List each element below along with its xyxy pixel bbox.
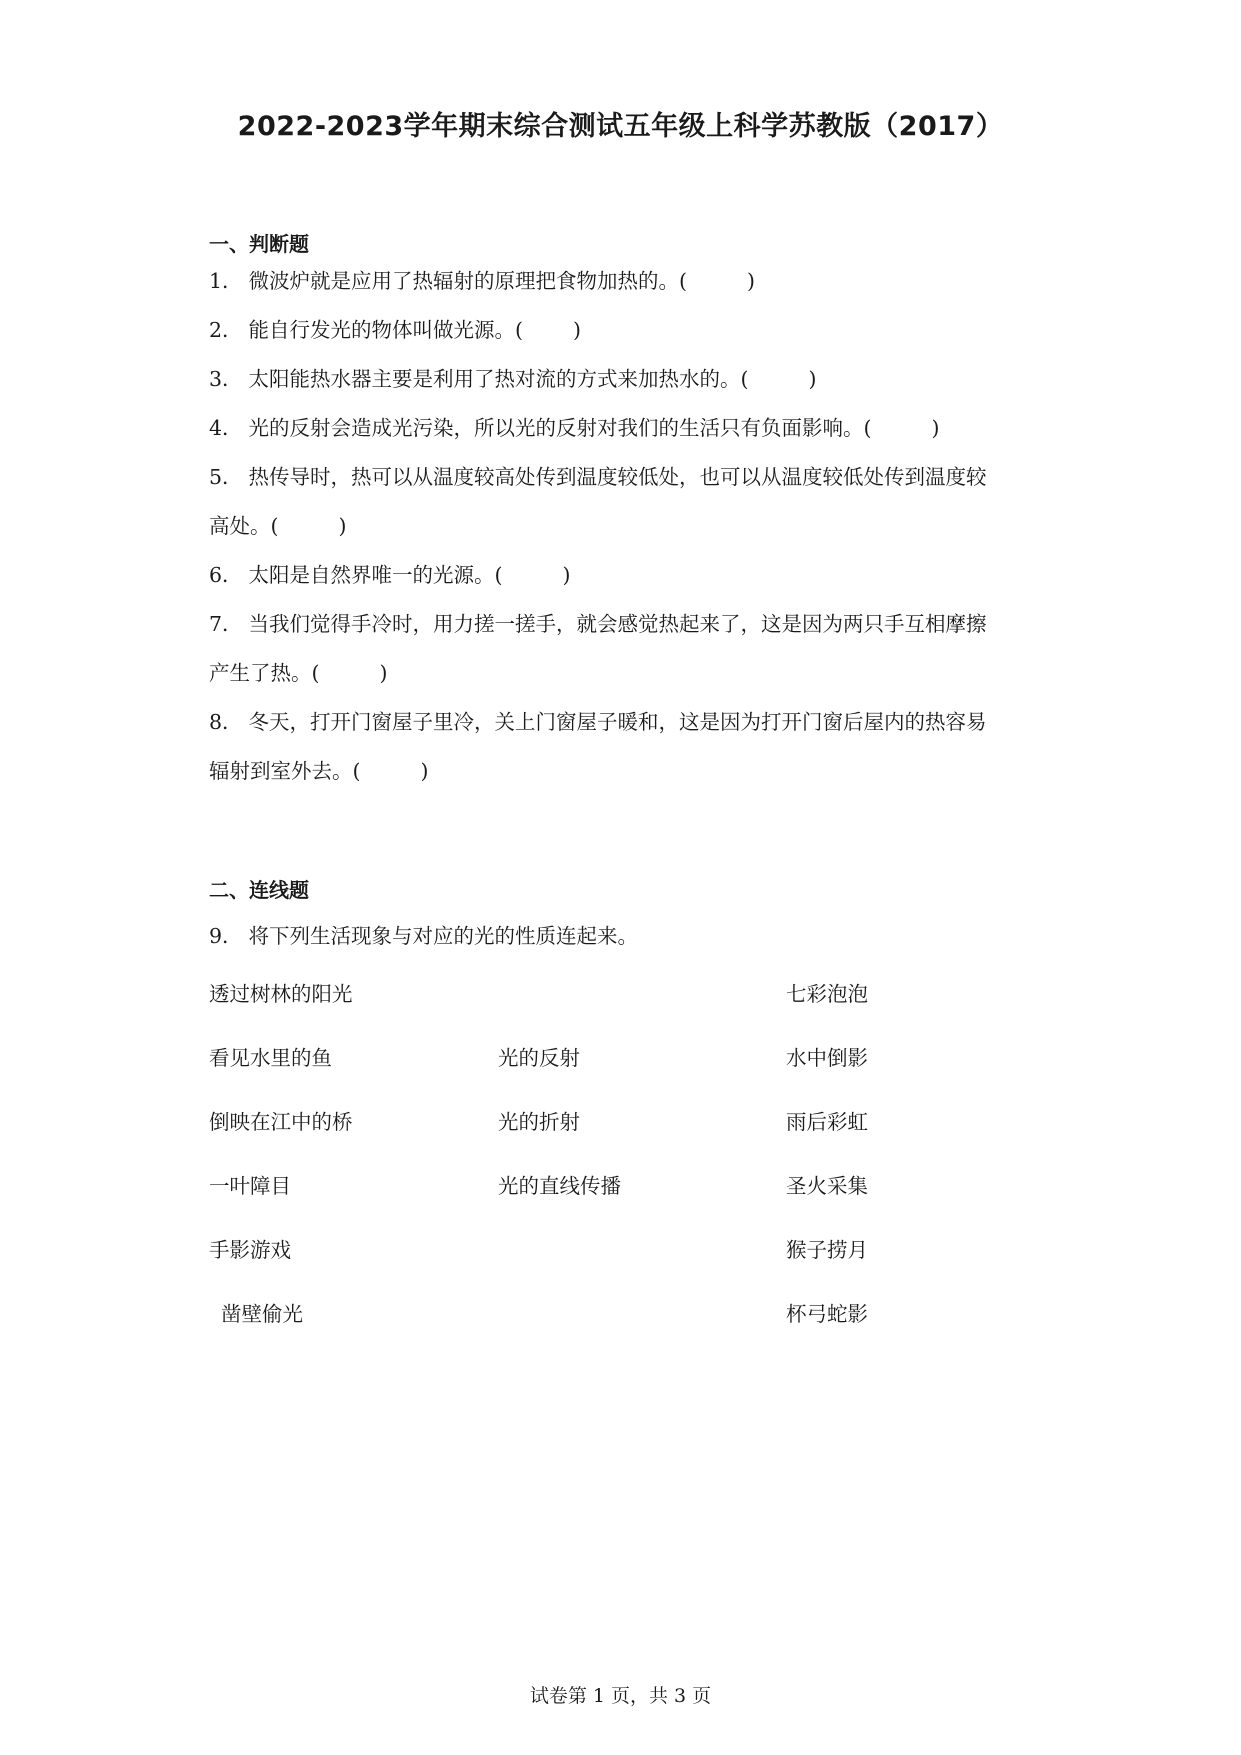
answer-close-paren: ) (562, 563, 571, 587)
answer-close-paren: ) (747, 269, 756, 293)
match-left-item: 透过树林的阳光 (209, 982, 353, 1006)
match-left-item: 倒映在江中的桥 (209, 1110, 353, 1134)
match-right-item: 猴子捞月 (786, 1238, 868, 1262)
question-7 (209, 610, 987, 638)
question-2 (209, 316, 581, 344)
match-right-item: 七彩泡泡 (786, 982, 868, 1006)
match-right-item: 雨后彩虹 (786, 1110, 868, 1134)
page-footer: 试卷第 1 页，共 3 页 (529, 1685, 712, 1707)
question-8-continued (209, 757, 429, 785)
match-right-item: 杯弓蛇影 (786, 1302, 868, 1326)
section-heading-judgment: 一、判断题 (209, 232, 309, 256)
section-heading-matching: 二、连线题 (209, 878, 309, 902)
question-text-continued: 高处。( (209, 514, 279, 538)
question-text: 热传导时，热可以从温度较高处传到温度较低处，也可以从温度较低处传到温度较 (248, 465, 987, 489)
question-text: 将下列生活现象与对应的光的性质连起来。 (248, 924, 639, 948)
match-right-item: 水中倒影 (786, 1046, 868, 1070)
match-middle-item: 光的反射 (498, 1046, 580, 1070)
match-left-item: 一叶障目 (209, 1174, 291, 1198)
answer-close-paren: ) (420, 759, 429, 783)
answer-close-paren: ) (338, 514, 347, 538)
match-left-item: 手影游戏 (209, 1238, 291, 1262)
question-text: 微波炉就是应用了热辐射的原理把食物加热的。( (248, 269, 688, 293)
question-number: 1． (209, 269, 243, 293)
match-left-item: 凿壁偷光 (221, 1302, 303, 1326)
match-middle-item: 光的折射 (498, 1110, 580, 1134)
question-5-continued (209, 512, 347, 540)
question-number: 5． (209, 465, 243, 489)
question-text: 当我们觉得手冷时，用力搓一搓手，就会感觉热起来了，这是因为两只手互相摩擦 (248, 612, 987, 636)
question-number: 2． (209, 318, 243, 342)
question-text: 能自行发光的物体叫做光源。( (248, 318, 524, 342)
match-middle-item: 光的直线传播 (498, 1174, 621, 1198)
answer-close-paren: ) (573, 318, 582, 342)
question-number: 4． (209, 416, 243, 440)
question-text-continued: 辐射到室外去。( (209, 759, 361, 783)
question-number: 7． (209, 612, 243, 636)
question-8 (209, 708, 987, 736)
answer-close-paren: ) (931, 416, 940, 440)
question-3 (209, 365, 817, 393)
page-title: 2022-2023学年期末综合测试五年级上科学苏教版（2017） (237, 111, 1004, 142)
question-text: 太阳能热水器主要是利用了热对流的方式来加热水的。( (248, 367, 749, 391)
question-1 (209, 267, 755, 295)
question-5 (209, 463, 987, 491)
question-number: 9． (209, 924, 243, 948)
question-text: 太阳是自然界唯一的光源。( (248, 563, 503, 587)
answer-close-paren: ) (379, 661, 388, 685)
question-6 (209, 561, 571, 589)
match-left-item: 看见水里的鱼 (209, 1046, 332, 1070)
match-right-item: 圣火采集 (786, 1174, 868, 1198)
question-text: 冬天，打开门窗屋子里冷，关上门窗屋子暖和，这是因为打开门窗后屋内的热容易 (248, 710, 987, 734)
question-7-continued (209, 659, 388, 687)
question-number: 8． (209, 710, 243, 734)
answer-close-paren: ) (808, 367, 817, 391)
question-number: 6． (209, 563, 243, 587)
question-4 (209, 414, 940, 442)
question-text: 光的反射会造成光污染，所以光的反射对我们的生活只有负面影响。( (248, 416, 872, 440)
question-9 (209, 922, 638, 950)
question-text-continued: 产生了热。( (209, 661, 320, 685)
question-number: 3． (209, 367, 243, 391)
